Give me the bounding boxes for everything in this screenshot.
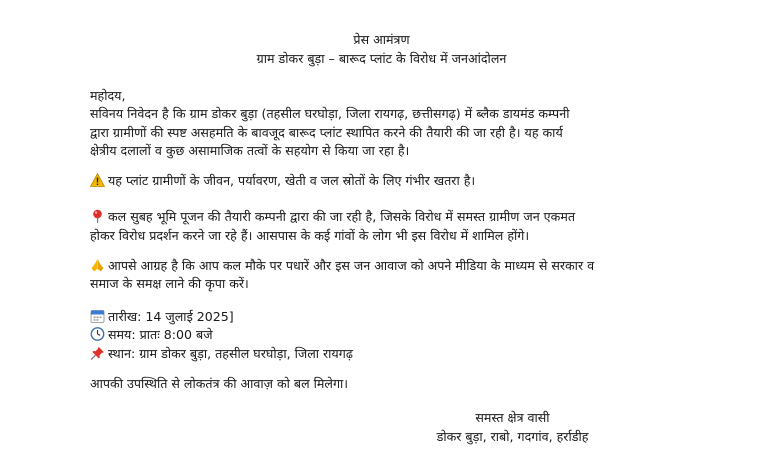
paragraph-1-line-3: क्षेत्रीय दलालों व कुछ असामाजिक तत्वों के सहयोग से किया जा रहा है। bbox=[90, 143, 410, 158]
paragraph-2-line-1 bbox=[90, 208, 575, 226]
round-pushpin-icon bbox=[90, 209, 105, 223]
calendar-icon bbox=[90, 309, 105, 323]
date-text: तारीख: 14 जुलाई 2025] bbox=[108, 309, 234, 324]
document-title: प्रेस आमंत्रण bbox=[353, 32, 410, 47]
place-text: स्थान: ग्राम डोकर बुड़ा, तहसील घरघोड़ा, जिला रायगढ़ bbox=[108, 346, 353, 361]
signature-line-2: डोकर बुड़ा, राबो, गदगांव, हर्राडीह bbox=[436, 429, 589, 444]
document-subtitle: ग्राम डोकर बुड़ा – बारूद प्लांट के विरोध में जनआंदोलन bbox=[256, 51, 507, 66]
time-line bbox=[90, 326, 213, 344]
paragraph-3-line-2: समाज के समक्ष लाने की कृपा करें। bbox=[90, 276, 249, 291]
place-line bbox=[90, 345, 353, 363]
warning-line bbox=[90, 172, 475, 190]
signature-line-1: समस्त क्षेत्र वासी bbox=[475, 410, 550, 425]
warning-icon bbox=[90, 173, 105, 187]
paragraph-3-text-1: आपसे आग्रह है कि आप कल मौके पर पधारें और इस जन आवाज को अपने मीडिया के माध्यम से सरकार व bbox=[108, 258, 595, 273]
paragraph-2-text-1: कल सुबह भूमि पूजन की तैयारी कम्पनी द्वारा की जा रही है, जिसके विरोध में समस्त ग्रामीण जन एकमत bbox=[108, 209, 576, 224]
paragraph-1-line-1: सविनय निवेदन है कि ग्राम डोकर बुड़ा (तहसील घरघोड़ा, जिला रायगढ़, छत्तीसगढ़) में ब्लैक डायमंड कम्पनी bbox=[90, 106, 570, 121]
warning-text: यह प्लांट ग्रामीणों के जीवन, पर्यावरण, खेती व जल स्रोतों के लिए गंभीर खतरा है। bbox=[108, 173, 476, 188]
paragraph-3-line-1 bbox=[90, 257, 594, 275]
time-text: समय: प्रातः 8:00 बजे bbox=[108, 327, 213, 342]
clock-icon bbox=[90, 327, 105, 341]
paragraph-2-line-2: होकर विरोध प्रदर्शन करने जा रहे हैं। आसपास के कई गांवों के लोग भी इस विरोध में शामिल होंगे। bbox=[90, 228, 530, 243]
date-line bbox=[90, 308, 234, 326]
closing-line: आपकी उपस्थिति से लोकतंत्र की आवाज़ को बल मिलेगा। bbox=[90, 376, 349, 391]
salutation: महोदय, bbox=[90, 88, 126, 103]
pushpin-icon bbox=[90, 346, 105, 360]
folded-hands-icon bbox=[90, 258, 105, 272]
paragraph-1-line-2: द्वारा ग्रामीणों की स्पष्ट असहमति के बावजूद बारूद प्लांट स्थापित करने की तैयारी की जा रही है। यह कार्य bbox=[90, 125, 563, 140]
